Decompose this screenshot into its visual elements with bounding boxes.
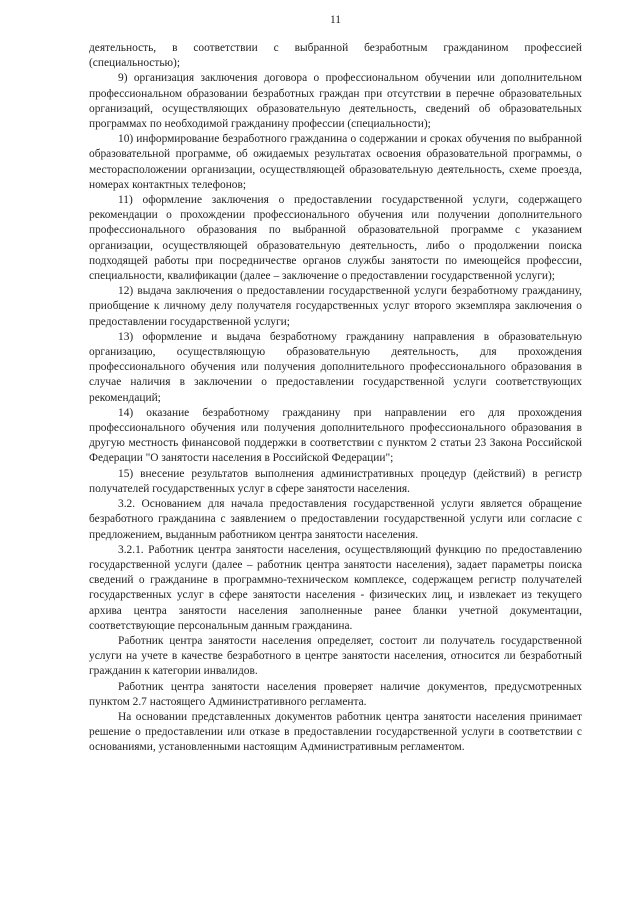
paragraph-item-14: 14) оказание безработному гражданину при направлении его для прохождения профессионального обучения или получения дополнительного профессионального образования в другую местность финансовой поддержки в соответствии с пунктом 2 статьи 23 Закона Российской Федерации "О занятости населения в Российской Федерации"; <box>89 406 582 465</box>
paragraph-continuation: деятельность, в соответствии с выбранной безработным гражданином профессией (специальностью); <box>89 42 582 70</box>
paragraph-worker-checks: Работник центра занятости населения проверяет наличие документов, предусмотренных пунктом 2.7 настоящего Административного регламента. <box>89 680 582 708</box>
paragraph-item-15: 15) внесение результатов выполнения административных процедур (действий) в регистр получателей государственных услуг в сфере занятости населения. <box>89 467 582 495</box>
paragraph-item-9: 9) организация заключения договора о профессиональном обучении или дополнительном профессиональном образовании безработных граждан при отсутствии в перечне образовательных организаций, осуществляющих образовательную деятельность, сведений об образовательных программах по необходимой гражданину профессии (специальности); <box>89 72 582 131</box>
paragraph-item-11: 11) оформление заключения о предоставлении государственной услуги, содержащего рекомендации о прохождении профессионального обучения или получении дополнительного профессионального образования по выбранной образовательной программе с указанием организации, осуществляющей образовательную деятельность, либо о продолжении поиска подходящей работы при посредничестве органов службы занятости по имеющейся профессии, специальности, квалификации (далее – заключение о предоставлении государственной услуги); <box>89 194 582 283</box>
paragraph-section-3-2-1: 3.2.1. Работник центра занятости населения, осуществляющий функцию по предоставлению государственной услуги (далее – работник центра занятости населения), задает параметры поиска сведений о гражданине в программно-техническом комплексе, содержащем регистр получателей государственных услуг в сфере занятости населения - физических лиц, и извлекает из текущего архива центра занятости населения заполненные ранее бланки учетной документации, соответствующие персональным данным гражданина. <box>89 543 582 632</box>
document-body <box>89 41 582 756</box>
paragraph-item-13: 13) оформление и выдача безработному гражданину направления в образовательную организацию, осуществляющую образовательную деятельность, для прохождения профессионального обучения или получения дополнительного профессионального образования в случае наличия в заключении о предоставлении государственной услуги соответствующих рекомендаций; <box>89 330 582 404</box>
paragraph-worker-determines: Работник центра занятости населения определяет, состоит ли получатель государственной услуги на учете в качестве безработного в центре занятости населения, относится ли безработный гражданин к категории инвалидов. <box>89 634 582 678</box>
paragraph-decision: На основании представленных документов работник центра занятости населения принимает решение о предоставлении или отказе в предоставлении государственной услуги в соответствии с основаниями, установленными настоящим Административным регламентом. <box>89 710 582 754</box>
page-number: 11 <box>329 14 342 26</box>
paragraph-section-3-2: 3.2. Основанием для начала предоставления государственной услуги является обращение безработного гражданина с заявлением о предоставлении государственной услуги или согласие с предложением, выданным работником центра занятости населения. <box>89 498 582 541</box>
paragraph-item-12: 12) выдача заключения о предоставлении государственной услуги безработному гражданину, приобщение к личному делу получателя государственных услуг второго экземпляра заключения о предоставлении государственной услуги; <box>89 285 582 328</box>
paragraph-item-10: 10) информирование безработного гражданина о содержании и сроках обучения по выбранной образовательной программе, об ожидаемых результатах освоения образовательной программы, о месторасположении организации, осуществляющей образовательную деятельность, схеме проезда, номерах контактных телефонов; <box>89 133 582 191</box>
